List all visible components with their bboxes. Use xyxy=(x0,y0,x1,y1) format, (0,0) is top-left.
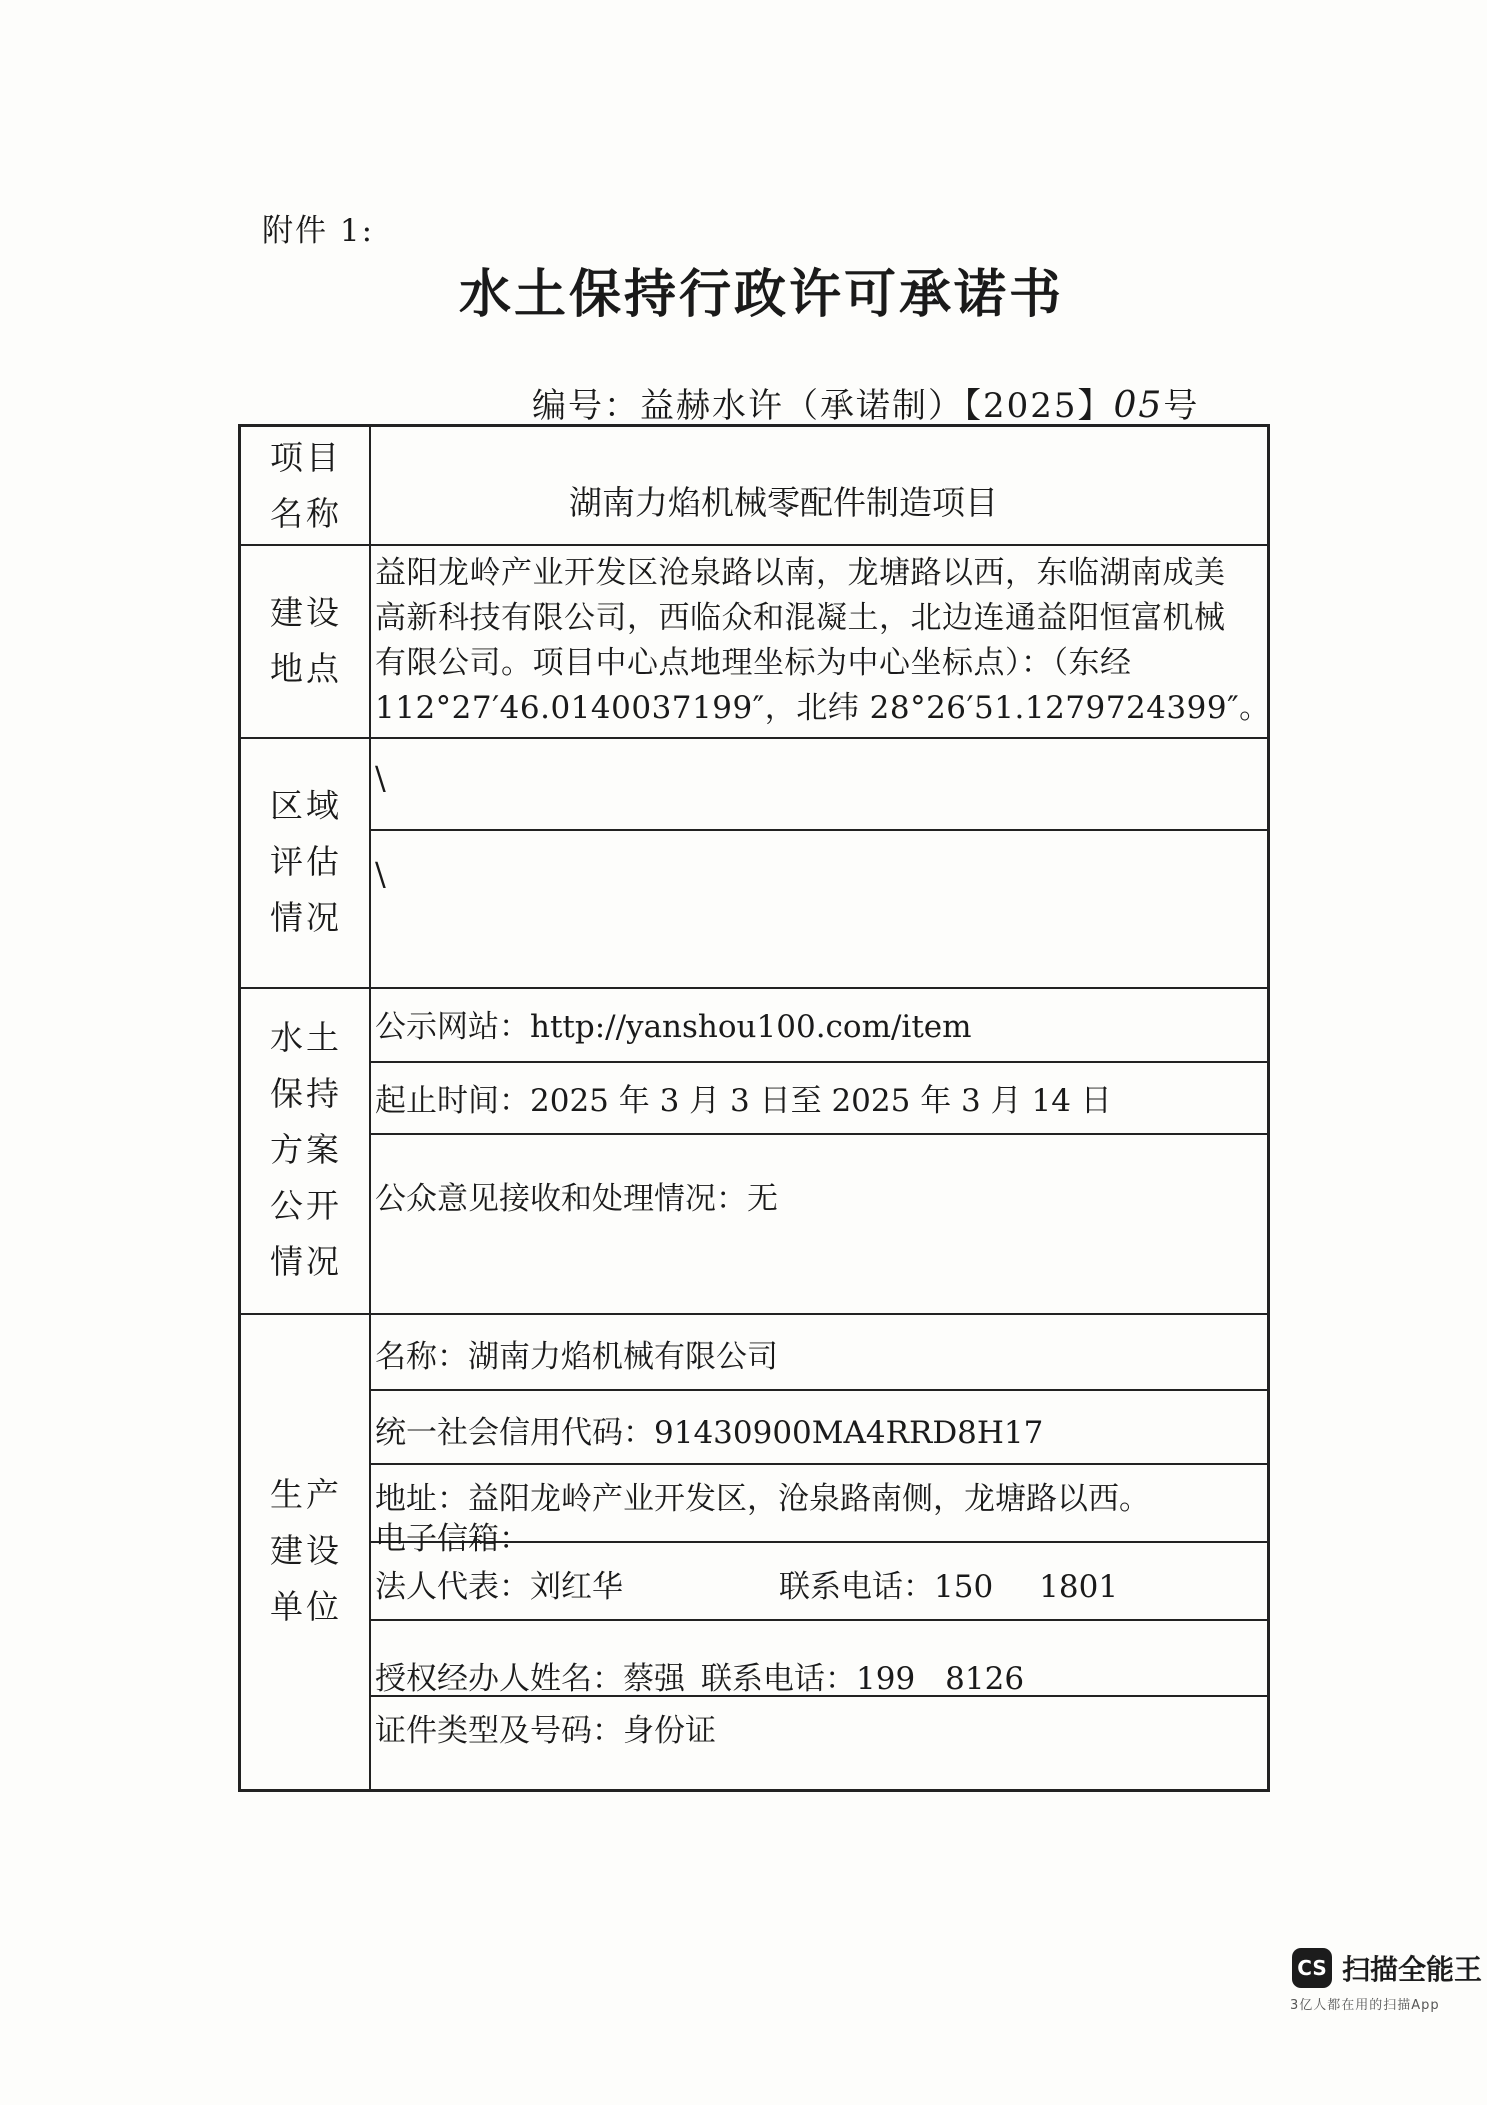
disclosure-label-line1: 水土 xyxy=(270,1018,342,1057)
attachment-label: 附件 1: xyxy=(262,213,375,249)
project-name-label-line2: 名称 xyxy=(270,493,342,533)
commitment-form-table xyxy=(238,424,1270,1792)
unit-label-line2: 建设 xyxy=(270,1531,342,1570)
location-line-3: 有限公司。项目中心点地理坐标为中心坐标点）：（东经 xyxy=(375,645,1132,681)
location-label-line2: 地点 xyxy=(270,648,342,688)
subrow-divider xyxy=(369,1463,1267,1465)
disclosure-period: 起止时间：2025 年 3 月 3 日至 2025 年 3 月 14 日 xyxy=(375,1083,1112,1119)
location-label xyxy=(241,544,371,737)
document-number-prefix: 编号：益赫水许（承诺制）【2025】 xyxy=(532,386,1114,426)
location-line-2: 高新科技有限公司，西临众和混凝土，北边连通益阳恒富机械 xyxy=(375,600,1226,636)
unit-agent xyxy=(375,1653,1024,1698)
subrow-divider xyxy=(369,1389,1267,1391)
row-divider xyxy=(241,987,1267,989)
regional-assessment-label xyxy=(241,737,371,987)
unit-legal-phone-head: 联系电话：150 xyxy=(779,1569,994,1605)
unit-legal-rep: 法人代表：刘红华 xyxy=(375,1569,623,1605)
disclosure-feedback: 公众意见接收和处理情况：无 xyxy=(375,1181,778,1217)
scanner-app-name: 扫描全能王 xyxy=(1342,1953,1483,1986)
unit-agent-phone: 联系电话：199 xyxy=(701,1661,916,1697)
project-name-value: 湖南力焰机械零配件制造项目 xyxy=(569,483,998,522)
unit-credit-code: 统一社会信用代码：91430900MA4RRD8H17 xyxy=(375,1415,1044,1451)
regional-label-line1: 区域 xyxy=(270,786,342,825)
disclosure-label-line4: 公开 xyxy=(270,1186,342,1225)
unit-agent-name: 授权经办人姓名：蔡强 xyxy=(375,1661,685,1697)
location-value xyxy=(375,551,1271,731)
unit-agent-phone-tail: 8126 xyxy=(945,1661,1025,1697)
subrow-divider xyxy=(369,1061,1267,1063)
location-label-line1: 建设 xyxy=(270,592,342,632)
disclosure-website: 公示网站：http://yanshou100.com/item xyxy=(375,1009,972,1045)
regional-label-line2: 评估 xyxy=(270,842,342,881)
unit-legal-phone xyxy=(779,1561,1118,1606)
document-number-handwritten: 05 xyxy=(1113,385,1164,426)
row-divider xyxy=(241,1313,1267,1315)
cs-logo-icon: CS xyxy=(1292,1948,1332,1988)
disclosure-label-line3: 方案 xyxy=(270,1130,342,1169)
row-divider xyxy=(241,737,1267,739)
unit-label xyxy=(241,1313,371,1789)
project-name-label-line1: 项目 xyxy=(270,437,342,477)
subrow-divider xyxy=(369,1619,1267,1621)
unit-label-line3: 单位 xyxy=(270,1587,342,1626)
document-number-suffix: 号 xyxy=(1163,386,1200,426)
regional-label-line3: 情况 xyxy=(270,898,342,937)
unit-name: 名称：湖南力焰机械有限公司 xyxy=(375,1339,778,1375)
disclosure-label-line5: 情况 xyxy=(270,1242,342,1281)
subrow-divider xyxy=(369,1133,1267,1135)
unit-id-type: 证件类型及号码：身份证 xyxy=(375,1713,716,1749)
location-line-1: 益阳龙岭产业开发区沧泉路以南，龙塘路以西，东临湖南成美 xyxy=(375,555,1226,591)
disclosure-label xyxy=(241,987,371,1313)
location-line-4: 112°27′46.0140037199″，北纬 28°26′51.1279724399″。 xyxy=(375,690,1271,726)
row-divider xyxy=(241,544,1267,546)
document-title: 水土保持行政许可承诺书 xyxy=(458,265,1064,325)
regional-row-1-value: \ xyxy=(375,759,386,797)
project-name-label xyxy=(241,427,371,544)
scanner-watermark xyxy=(1292,1948,1482,1988)
unit-address: 地址：益阳龙岭产业开发区，沧泉路南侧，龙塘路以西。 xyxy=(375,1481,1150,1517)
unit-email: 电子信箱： xyxy=(375,1521,530,1557)
document-number xyxy=(532,378,1199,427)
regional-row-2-value: \ xyxy=(375,855,386,893)
unit-legal-phone-tail: 1801 xyxy=(1039,1569,1119,1605)
unit-label-line1: 生产 xyxy=(270,1475,342,1514)
scanner-tagline: 3亿人都在用的扫描App xyxy=(1290,1998,1440,2013)
disclosure-label-line2: 保持 xyxy=(270,1074,342,1113)
subrow-divider xyxy=(369,829,1267,831)
